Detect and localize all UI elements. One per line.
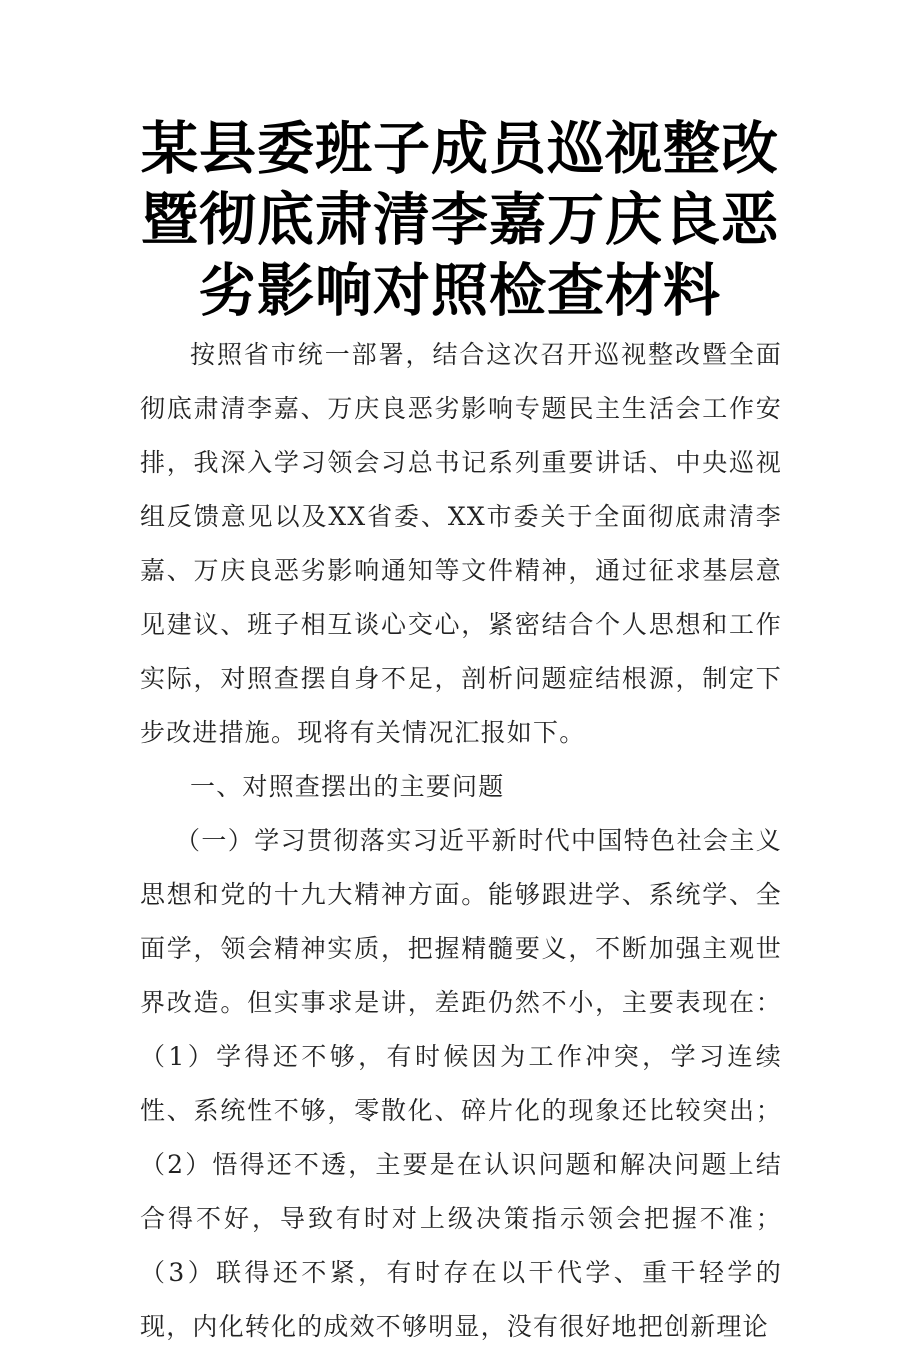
document-body [140,328,782,1354]
intro-paragraph: 按照省市统一部署，结合这次召开巡视整改暨全面彻底肃清李嘉、万庆良恶劣影响专题民主生活会工作安排，我深入学习领会习总书记系列重要讲话、中央巡视组反馈意见以及XX省委、XX市委关于全面彻底肃清李嘉、万庆良恶劣影响通知等文件精神，通过征求基层意见建议、班子相互谈心交心，紧密结合个人思想和工作实际，对照查摆自身不足，剖析问题症结根源，制定下步改进措施。现将有关情况汇报如下。 [140,340,782,747]
section-heading: 一、对照查摆出的主要问题 [190,772,505,801]
subsection-paragraph: （一）学习贯彻落实习近平新时代中国特色社会主义思想和党的十九大精神方面。能够跟进学、系统学、全面学，领会精神实质，把握精髓要义，不断加强主观世界改造。但实事求是讲，差距仍然不小，主要表现在：（1）学得还不够，有时候因为工作冲突，学习连续性、系统性不够，零散化、碎片化的现象还比较突出；（2）悟得还不透，主要是在认识问题和解决问题上结合得不好，导致有时对上级决策指示领会把握不准；（3）联得还不紧，有时存在以干代学、重干轻学的现，内化转化的成效不够明显，没有很好地把创新理论 [140,826,782,1341]
document-title: 某县委班子成员巡视整改暨彻底肃清李嘉万庆良恶劣影响对照检查材料 [141,116,779,324]
